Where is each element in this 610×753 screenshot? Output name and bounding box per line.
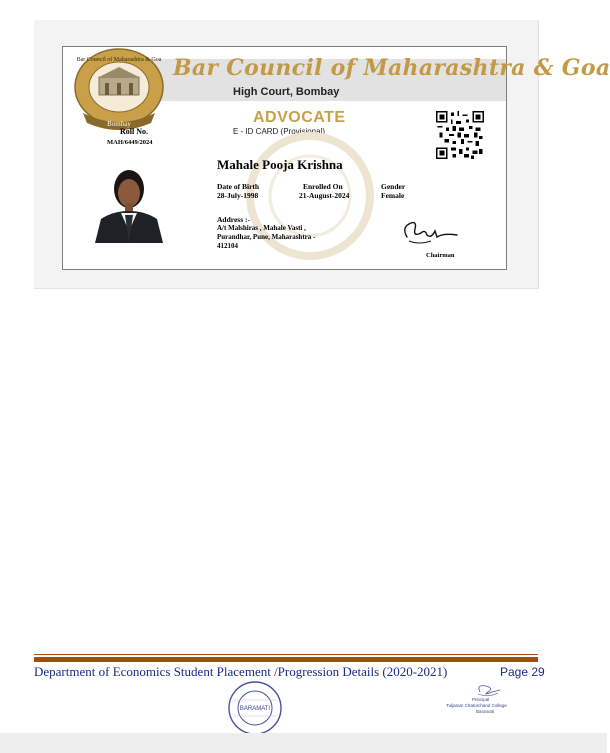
id-card: [62, 46, 610, 270]
gender-label: Gender: [381, 182, 406, 191]
principal-college: Tuljaram Chaturchand College: [446, 703, 507, 708]
gender-value: Female: [381, 191, 405, 200]
court-subtitle: High Court, Bombay: [233, 86, 340, 98]
address-label: Address :-: [217, 215, 250, 224]
college-stamp-icon: [226, 680, 284, 736]
address-line: Purandhar, Pune, Maharashtra -: [217, 233, 316, 241]
roll-number-label: Roll No.: [120, 127, 148, 136]
roll-number-value: MAH/6449/2024: [107, 139, 153, 146]
card-type: E - ID CARD (Provisional): [233, 127, 326, 136]
seal-place: Bombay: [107, 120, 131, 128]
enrolled-value: 21-August-2024: [299, 191, 350, 200]
principal-title: Principal: [472, 697, 490, 702]
council-title: Bar Council of Maharashtra & Goa: [173, 55, 610, 81]
dob-value: 28-July-1998: [217, 191, 259, 200]
footer-divider: [34, 654, 538, 655]
address-line: A/t Malshiras , Mahale Vasti ,: [217, 224, 306, 232]
stamp-text: BARAMATI: [239, 706, 271, 712]
footer-title: Department of Economics Student Placement /Progression Details (2020-2021): [34, 664, 448, 679]
page-number: Page 29: [500, 665, 545, 679]
dob-label: Date of Birth: [217, 182, 260, 191]
chairman-signature: [397, 215, 463, 249]
council-seal-icon: [69, 47, 173, 135]
principal-city: Baramati: [476, 709, 495, 714]
enrolled-label: Enrolled On: [303, 182, 343, 191]
footer-divider-thick: [34, 657, 538, 662]
advocate-photo: [91, 157, 167, 243]
page-bottom-band: [0, 733, 607, 753]
qr-code-icon: [431, 111, 489, 159]
designation: ADVOCATE: [253, 109, 346, 126]
address-line: 412104: [217, 242, 238, 250]
advocate-name: Mahale Pooja Krishna: [217, 157, 343, 172]
seal-text: Bar Council of Maharashtra & Goa: [76, 57, 162, 63]
chairman-label: Chairman: [426, 252, 455, 259]
